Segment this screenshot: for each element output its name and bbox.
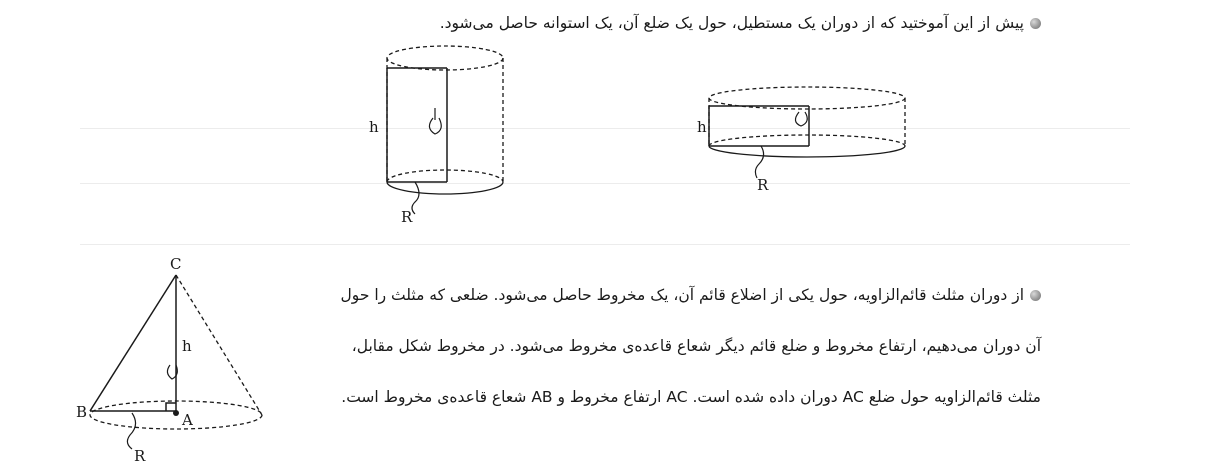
- cone-r-label: R: [134, 447, 146, 465]
- cone-figure: [70, 255, 300, 465]
- tall-cylinder-figure: [369, 40, 515, 226]
- page-rule: [80, 244, 1130, 245]
- cone-paragraph-line: از دوران مثلث قائم‌الزاویه، حول یکی از اضلاع قائم آن، یک مخروط حاصل می‌شود. ضلعی که مثلث را حول: [341, 270, 1041, 321]
- cone-b-label: B: [76, 403, 88, 421]
- cone-a-label: A: [182, 411, 193, 429]
- cone-c-label: C: [170, 255, 182, 273]
- short-cylinder-figure: [695, 80, 935, 200]
- short-cylinder-h-label: h: [697, 118, 707, 136]
- intro-text: پیش از این آموختید که از دوران یک مستطیل، حول یک ضلع آن، یک استوانه حاصل می‌شود.: [439, 14, 1024, 32]
- tall-cylinder-r-label: R: [401, 208, 413, 226]
- cone-paragraph-line: آن دوران می‌دهیم، ارتفاع مخروط و ضلع قائم دیگر شعاع قاعده‌ی مخروط می‌شود. در مخروط شکل مقابل،: [351, 337, 1041, 355]
- bullet-icon: [1030, 290, 1041, 301]
- page-rule: [80, 183, 1130, 184]
- cone-paragraph-line: مثلث قائم‌الزاویه حول ضلع AC دوران داده شده است. AC ارتفاع مخروط و AB شعاع قاعده‌ی مخروط است.: [341, 388, 1041, 406]
- bullet-icon: [1030, 18, 1041, 29]
- short-cylinder-r-label: R: [757, 176, 769, 194]
- intro-paragraph: [440, 14, 1041, 32]
- page-rule: [80, 128, 1130, 129]
- tall-cylinder-h-label: h: [369, 118, 379, 136]
- cone-h-label: h: [182, 337, 192, 355]
- cone-paragraph: [341, 270, 1041, 423]
